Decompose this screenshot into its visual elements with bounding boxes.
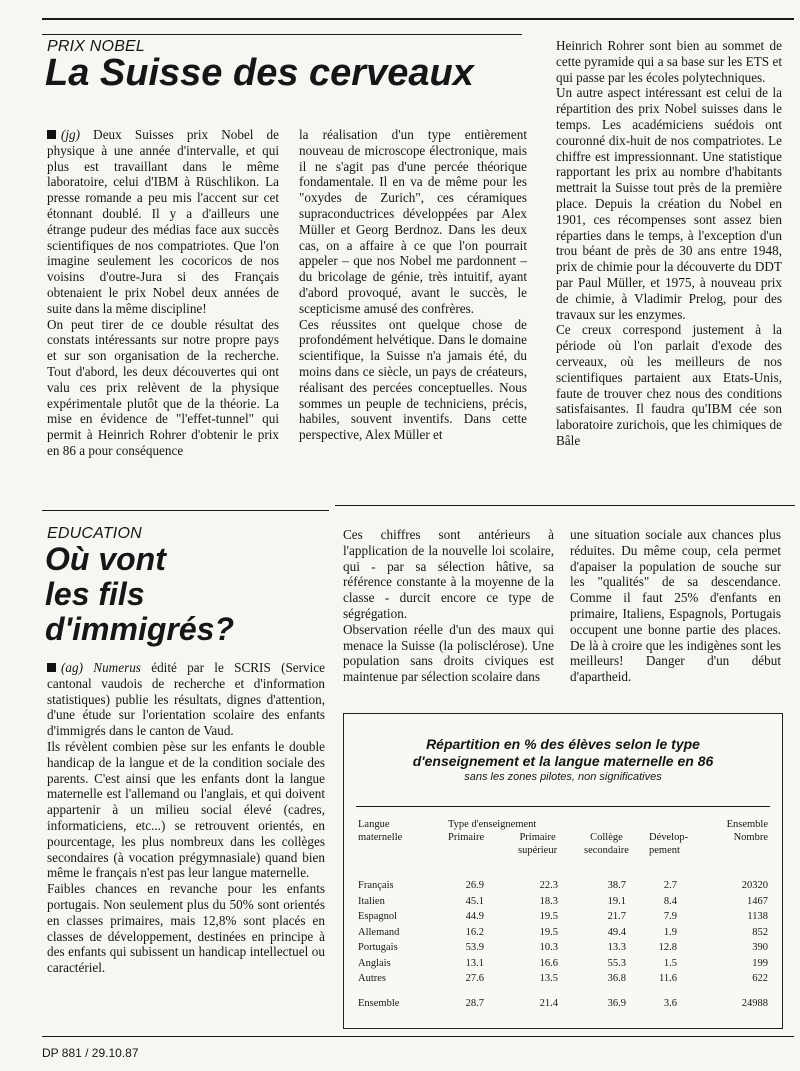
table-row-cell: Autres — [358, 973, 386, 984]
table-row-cell: 27.6 — [465, 973, 484, 984]
article2-col2-p2: Observation réelle d'un des maux qui menace la Suisse (la polisclérose). Une population sans droits civiques est maintenue par sélection scolaire dans — [343, 621, 554, 685]
statistics-table — [343, 713, 783, 1029]
article2-title-line-2: les fils — [45, 576, 145, 612]
table-total-row-cell: 21.4 — [539, 998, 558, 1009]
table-row-cell: 36.8 — [607, 973, 626, 984]
table-row-cell: 10.3 — [539, 942, 558, 953]
table-row-cell: Italien — [358, 895, 385, 907]
article1-column-3 — [556, 38, 782, 449]
header-langue: Langue maternelle — [358, 819, 403, 843]
article2-col3-p1: une situation sociale aux chances plus réduites. Du même coup, cela permet d'apaiser la population de souche sur les "qualités" de sa descendance. Comme il faut 25% d'enfants en primaire, Italiens, Espagnols, Portugais occupent une bonne partie des places. De là à croire que les indigènes sont les meilleurs! Danger d'un début d'apartheid. — [570, 527, 781, 685]
table-row-cell: Portugais — [358, 942, 398, 953]
article2-byline: (ag) — [61, 660, 83, 675]
article2-title-line-1: Où vont — [45, 541, 166, 577]
header-developpement: Dévelop- pement — [649, 832, 689, 856]
table-row-cell: 852 — [752, 926, 768, 938]
article2-column-1 — [47, 660, 325, 976]
table-title-line-1: Répartition en % des élèves selon le type — [426, 736, 700, 752]
table-total-row-cell: 36.9 — [607, 998, 626, 1009]
table-row-cell: 18.3 — [539, 895, 558, 907]
article1-col1-p2: On peut tirer de ce double résultat des constats intéressants sur notre propre pays et sur son organisation de la recherche. Tout d'abord, les deux découvertes qui ont valu ces prix relèvent de la physique expérimentale plutôt que de la théorie. La mise en évidence de "l'effet-tunnel" qui permit à Heinrich Rohrer d'obtenir le prix en 86 a pour conséquence — [47, 316, 279, 458]
table-row-cell: 390 — [752, 942, 768, 953]
table-total-row-cell: 3.6 — [663, 998, 677, 1009]
table-row-cell: 8.4 — [663, 895, 677, 907]
article1-col3-p3: Ce creux correspond justement à la période où l'on parlait d'exode des cerveaux, où les meilleurs de nos scientifiques partaient aux Etats-Unis, faute de trouver chez nous des conditions satisfaisantes. Il faudra qu'IBM cée son laboratoire zurichois, que les chimiques de Bâle — [556, 322, 782, 448]
table-row-cell: 45.1 — [465, 895, 484, 907]
table-total-row-cell: Ensemble — [358, 998, 400, 1009]
table-row-cell: 1138 — [747, 911, 768, 922]
header-ensemble: Ensemble Nombre — [726, 819, 768, 843]
table-row-cell: 13.3 — [607, 942, 626, 953]
table-row-cell: 53.9 — [465, 942, 484, 953]
article2-title — [45, 542, 234, 647]
section-divider — [42, 510, 329, 511]
article2-col1-p1: édité par le SCRIS (Service cantonal vaudois de recherche et d'information statistiques) publie les résultats, dignes d'attention, d'une étude sur l'orientation scolaire des enfants d'immigrés dans le canton de Vaud. — [47, 660, 326, 739]
table-row-cell: 11.6 — [659, 973, 677, 984]
article1-col2-p1: la réalisation d'un type entièrement nouveau de microscope électronique, mais il ne s'agit pas d'une percée théorique fondamentale. Il en va de même pour les "oxydes de Zurich", ces céramiques supraconductrices développées par Alex Müller et Georg Berdnoz. Dans les deux cas, on a affaire à ce que l'on pourrait appeler – que nos Nobel me pardonnent – du bricolage de génie, très intuitif, ayant d'abord provoqué, avant le succès, le scepticisme amusé des confrères. — [299, 127, 527, 316]
table-row-cell: 1.9 — [663, 926, 677, 938]
article1-column-1 — [47, 127, 279, 459]
article2-title-line-3: d'immigrés? — [45, 611, 234, 647]
table-row-cell: 12.8 — [658, 942, 677, 953]
article1-col3-p2: Un autre aspect intéressant est celui de la répartition des prix Nobel suisses dans le temps. Les académiciens suédois ont couronné dix-huit de nos compatriotes. Le chiffre est impressionnant. Une statistique rapportant les prix au nombre d'habitants mettrait la Suisse tout près de la première place. Depuis la création du Nobel en 1901, ces récompenses sont assez bien réparties dans le temps, à l'exception d'un trou béant de près de 30 ans entre 1948, prix de chimie pour la découverte du DDT par Paul Müller, et 1975, à nouveau prix de chimie, à Vladimir Prelog, pour des travaux sur les enzymes. — [556, 85, 782, 322]
table-row-cell: 13.5 — [539, 973, 558, 984]
article1-col1-p1: Deux Suisses prix Nobel de physique à une année d'intervalle, et qui plus est travaillant dans le même laboratoire, celui d'IBM à Rüschlikon. La presse romande a peu mis l'accent sur cet étonnant doublé. Il y a d'ailleurs une étrange pudeur des médias face aux succès scientifiques de nos compatriotes. Que l'on imagine seulement les cocoricos de nos voisins d'outre-Jura si des Français obtenaient le prix Nobel deux années de suite dans la même discipline! — [47, 127, 279, 316]
table-row-cell: 26.9 — [465, 880, 484, 891]
table-row-cell: 38.7 — [607, 880, 626, 891]
footer-rule — [42, 1036, 794, 1037]
header-college: Collège secondaire — [584, 832, 629, 856]
table-row-cell: 44.9 — [465, 911, 484, 922]
table-row-cell: 16.6 — [539, 957, 558, 969]
table-row-cell: 1467 — [747, 895, 768, 907]
table-row-cell: 16.2 — [465, 926, 484, 938]
bullet-square-icon — [47, 130, 56, 139]
table-row-cell: 199 — [752, 957, 768, 969]
article1-kicker: PRIX NOBEL — [47, 38, 146, 55]
table-subtitle: sans les zones pilotes, non significatives — [464, 771, 662, 783]
table-total-row-cell: 24988 — [741, 998, 768, 1009]
table-row-cell: 21.7 — [607, 911, 626, 922]
table-row-cell: 7.9 — [663, 911, 677, 922]
table-row-cell: 19.1 — [607, 895, 626, 907]
table-row-cell: Français — [358, 880, 394, 891]
article2-kicker: EDUCATION — [47, 525, 142, 542]
article1-col2-p2: Ces réussites ont quelque chose de profondément helvétique. Dans le domaine scientifique, la Suisse n'a jamais été, du moins dans ce siècle, un pays de créateurs, réalisant des percées conceptuelles. Nous sommes un peuple de techniciens, précis, habiles, souvent inventifs. Dans cette perspective, Alex Müller et — [299, 316, 527, 443]
table-row-cell: 1.5 — [663, 957, 677, 969]
article2-column-2 — [343, 527, 554, 685]
table-row-cell: 55.3 — [607, 957, 626, 969]
table-row-cell: Allemand — [358, 926, 400, 938]
header-primaire: Primaire — [448, 832, 485, 843]
table-title-line-2: d'enseignement et la langue maternelle en 86 — [412, 753, 714, 769]
table-row-cell: 49.4 — [607, 926, 626, 938]
article2-col1-p2: Ils révèlent combien pèse sur les enfants le double handicap de la langue et de la condition sociale des parents. C'est ainsi que les enfants dont la langue maternelle est l'allemand ou l'anglais, et qui doivent appartenir à un milieu social élevé (cadres, informaticiens, etc...) se retrouvent orientés, en pourcentage, les plus nombreux dans les collèges secondaires (à vocation prégymnasiale) quand bien même le français n'est pas leur langue maternelle. — [47, 738, 325, 881]
article1-title: La Suisse des cerveaux — [45, 52, 474, 94]
table-row-cell: 13.1 — [465, 957, 484, 969]
table-row-cell: 2.7 — [663, 880, 677, 891]
bullet-square-icon — [47, 663, 56, 672]
table-row-cell: Anglais — [358, 957, 391, 969]
table-row-cell: 22.3 — [539, 880, 558, 891]
article2-source-name: Numerus — [93, 660, 141, 675]
section-divider-right — [335, 505, 795, 506]
header-type-group: Type d'enseignement — [448, 819, 537, 830]
article2-column-3 — [570, 527, 781, 685]
page-footer: DP 881 / 29.10.87 — [42, 1046, 139, 1060]
top-rule — [42, 18, 794, 20]
article1-byline: (jg) — [61, 127, 81, 142]
article1-column-2 — [299, 127, 527, 443]
article1-col3-p1: Heinrich Rohrer sont bien au sommet de cette pyramide qui a sa base sur les ETS et qui passe par les écoles polytechniques. — [556, 38, 782, 85]
table-row-cell: 622 — [752, 973, 768, 984]
article1-top-rule — [42, 34, 522, 35]
table-row-cell: Espagnol — [358, 911, 398, 922]
header-primaire-superieur: Primaire supérieur — [518, 832, 558, 856]
article2-col1-p3: Faibles chances en revanche pour les enfants portugais. Non seulement plus du 50% sont orientés en classes primaires, mais 12,8% sont placés en classes de développement, destinées en principe à des enfants qui subissent un handicap intellectuel ou caractériel. — [47, 881, 325, 976]
table-total-row-cell: 28.7 — [465, 998, 484, 1009]
article2-col2-p1: Ces chiffres sont antérieurs à l'application de la nouvelle loi scolaire, qui - par sa sélection hâtive, sa référence constante à la moyenne de la classe - durcit encore ce type de ségrégation. — [343, 527, 554, 621]
table-row-cell: 19.5 — [539, 911, 558, 922]
table-header-rule — [356, 806, 770, 807]
table-row-cell: 20320 — [741, 880, 768, 891]
table-row-cell: 19.5 — [539, 926, 558, 938]
